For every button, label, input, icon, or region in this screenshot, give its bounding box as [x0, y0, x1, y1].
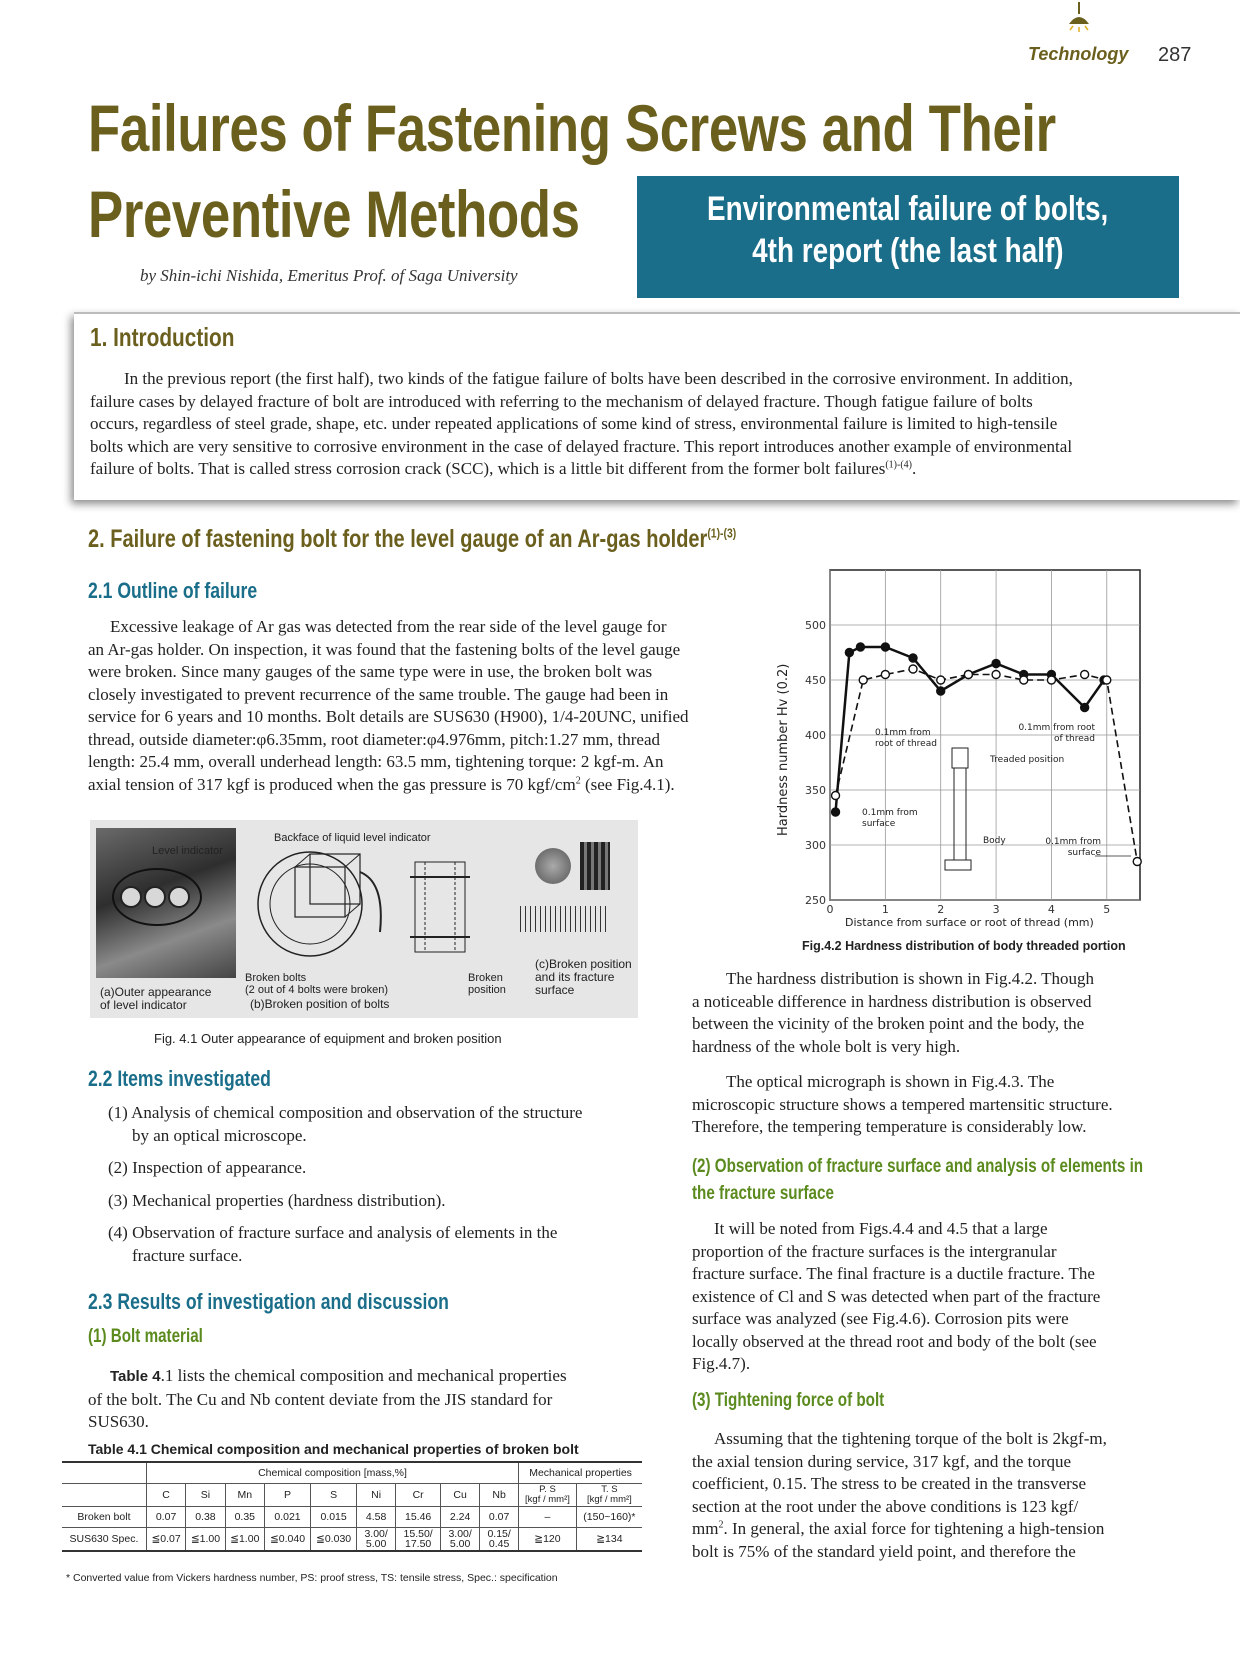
- table-cell: 3.00/ 5.00: [357, 1528, 396, 1552]
- chart-annotation: 0.1mm from: [875, 728, 931, 738]
- data-point: [992, 660, 1000, 668]
- table-cell: 0.07: [480, 1507, 519, 1528]
- table-cell: 15.50/ 17.50: [396, 1528, 441, 1552]
- section-label: Technology: [1028, 44, 1129, 64]
- figure-4-2-chart: [765, 560, 1150, 936]
- data-point: [909, 665, 917, 673]
- bolt-material-heading: (1) Bolt material: [88, 1326, 203, 1347]
- x-tick-label: 0: [826, 903, 834, 916]
- label-broken-bolts: Broken bolts (2 out of 4 bolts were broken): [245, 972, 389, 996]
- y-tick-label: 250: [805, 894, 826, 907]
- list-item: (3) Mechanical properties (hardness distribution).: [108, 1190, 446, 1210]
- table-cell: ≦0.07: [146, 1528, 185, 1552]
- col-header: Nb: [480, 1484, 519, 1507]
- scale-ruler: [520, 906, 610, 932]
- x-tick-label: 1: [881, 903, 889, 916]
- micrograph-paragraph: The optical micrograph is shown in Fig.4.3. The microscopic structure shows a tempered martensitic structure. Therefore, the tempering temperature is considerably low.: [692, 1072, 1113, 1136]
- intro-paragraph: [90, 368, 1175, 481]
- data-point: [1103, 676, 1111, 684]
- section22-heading: 2.2 Items investigated: [88, 1066, 271, 1091]
- list-item: (4) Observation of fracture surface and analysis of elements in the fracture surface.: [108, 1223, 558, 1265]
- chart-annotation: Body: [983, 836, 1006, 846]
- col-header: Cr: [396, 1484, 441, 1507]
- bolt-thread-photo: [580, 842, 610, 890]
- x-tick-label: 5: [1103, 903, 1111, 916]
- page-number: 287: [1158, 44, 1192, 66]
- data-point: [832, 808, 840, 816]
- s21-line: an Ar-gas holder. On inspection, it was found that the fastening bolts of the level gauge: [88, 639, 681, 659]
- col-header: Cu: [441, 1484, 480, 1507]
- x-tick-label: 4: [1047, 903, 1055, 916]
- chart-annotation: Treaded position: [990, 755, 1065, 765]
- x-axis-label: Distance from surface or root of thread (mm): [845, 916, 1094, 929]
- label-a: (a)Outer appearance of level indicator: [100, 985, 212, 1012]
- intro-line: In the previous report (the first half), two kinds of the fatigue failure of bolts have been described in the corrosive environment. In addition,: [124, 369, 1073, 388]
- s21-line: Excessive leakage of Ar gas was detected from the rear side of the level gauge for: [110, 617, 667, 636]
- table-cell: 0.35: [225, 1507, 264, 1528]
- intro-line: bolts which are very sensitive to corrosive environment in the case of delayed fracture. This report introduces another example of environmental: [90, 436, 1073, 456]
- y-tick-label: 300: [805, 839, 826, 852]
- x-tick-label: 2: [937, 903, 945, 916]
- table-cell: 15.46: [396, 1507, 441, 1528]
- figure-4-1: [90, 820, 638, 1018]
- table-cell: 2.24: [441, 1507, 480, 1528]
- table-cell: (150~160)*: [576, 1507, 642, 1528]
- items-list: [108, 1102, 648, 1267]
- subtitle-box: [637, 176, 1179, 298]
- intro-line: occurs, regardless of steel grade, shape, etc. under repeated applications of some kind of stress, environmental failure is limited to high-tensile: [90, 414, 1058, 433]
- data-point: [909, 654, 917, 662]
- bolt-position-drawing: [250, 842, 500, 962]
- data-point: [881, 643, 889, 651]
- table-cell: 0.07: [146, 1507, 185, 1528]
- row-label: SUS630 Spec.: [62, 1528, 146, 1552]
- author-byline: by Shin-ichi Nishida, Emeritus Prof. of Saga University: [140, 266, 518, 285]
- intro-line: failure cases by delayed fracture of bolt are introduced with referring to the mechanism of delayed fracture. Though fatigue failure of bolts: [90, 391, 1033, 411]
- s21-line-last: axial tension of 317 kgf is produced when the gas pressure is 70 kgf/$cm^2$ (see Fig.4.1).: [88, 774, 675, 794]
- chart-annotation: surface: [1067, 848, 1101, 858]
- tightening-paragraph: Assuming that the tightening torque of the bolt is 2kgf-m, the axial tension during service, 317 kgf, and the torque coefficient, 0.15. The stress to be created in the transverse section at the root under the above conditions is 123 kgf/ $mm^2$. In general, the axial force for tightening a high-tension bolt is 75% of the standard yield point, and therefore the: [692, 1429, 1107, 1561]
- col-header: S: [311, 1484, 357, 1507]
- label-c: (c)Broken position and its fracture surface: [535, 957, 632, 997]
- table-cell: 4.58: [357, 1507, 396, 1528]
- chart-annotation: 0.1mm from: [1045, 837, 1101, 847]
- section21-heading: 2.1 Outline of failure: [88, 578, 258, 603]
- table-cell: ≦0.030: [311, 1528, 357, 1552]
- table-cell: 0.021: [264, 1507, 310, 1528]
- x-tick-label: 3: [992, 903, 1000, 916]
- col-header: Si: [186, 1484, 225, 1507]
- article-title-line2: Preventive Methods: [88, 177, 580, 251]
- figure-4-2-caption: Fig.4.2 Hardness distribution of body threaded portion: [802, 939, 1126, 953]
- table-cell: ≦1.00: [225, 1528, 264, 1552]
- list-item: (2) Inspection of appearance.: [108, 1158, 307, 1177]
- chart-annotation: 0.1mm from root: [1018, 723, 1095, 733]
- chart-annotation: surface: [862, 819, 896, 829]
- row-label: Broken bolt: [62, 1507, 146, 1528]
- data-point: [1081, 671, 1089, 679]
- intro-line-last: failure of bolts. That is called stress corrosion crack (SCC), which is a little bit different from the former bolt failures$^{(1)-(4)}$.: [90, 459, 917, 478]
- bolt-material-paragraph: Table 4.1 lists the chemical composition and mechanical properties of the bolt. The Cu and Nb content deviate from the JIS standard for SUS630.: [88, 1366, 567, 1431]
- ts-header: T. S [kgf / mm²]: [576, 1484, 642, 1507]
- col-header: C: [146, 1484, 185, 1507]
- col-header: Mn: [225, 1484, 264, 1507]
- chart-annotation: of thread: [1053, 734, 1095, 744]
- fracture-surface-heading: (2) Observation of fracture surface and analysis of elements in the fracture surface: [692, 1156, 1144, 1204]
- y-tick-label: 500: [805, 619, 826, 632]
- table-cell: 0.015: [311, 1507, 357, 1528]
- s21-line: length: 25.4 mm, overall underhead length: 63.5 mm, tightening torque: 2 kgf-m. An: [88, 752, 664, 771]
- y-tick-label: 450: [805, 674, 826, 687]
- data-point: [1020, 676, 1028, 684]
- data-point: [1133, 858, 1141, 866]
- data-point: [845, 649, 853, 657]
- mech-group-header: Mechanical properties: [519, 1462, 642, 1484]
- tightening-force-heading: (3) Tightening force of bolt: [692, 1390, 885, 1411]
- fracture-paragraph: It will be noted from Figs.4.4 and 4.5 that a large proportion of the fracture surfaces is the intergranular fracture surface. The final fracture is a ductile fracture. The existence of Cl and S was detected when part of the fracture surface was analyzed (see Fig.4.6). Corrosion pits were locally observed at the thread root and body of the bolt (see Fig.4.7).: [692, 1219, 1101, 1373]
- s21-line: thread, outside diameter:φ6.35mm, root diameter:φ4.976mm, pitch:1.27 mm, thread: [88, 729, 660, 749]
- table-cell: –: [519, 1507, 577, 1528]
- data-point: [881, 671, 889, 679]
- chart-annotation: root of thread: [875, 739, 937, 749]
- s21-line: were broken. Since many gauges of the same type were in use, the broken bolt was: [88, 662, 653, 681]
- table-cell: ≧134: [576, 1528, 642, 1552]
- label-backface: Backface of liquid level indicator: [274, 832, 431, 844]
- table-cell: ≦0.040: [264, 1528, 310, 1552]
- y-axis-label: Hardness number Hv (0.2): [776, 663, 791, 836]
- figure-4-1-caption: Fig. 4.1 Outer appearance of equipment and broken position: [154, 1031, 502, 1046]
- highlight-circle: [112, 868, 202, 926]
- data-point: [992, 671, 1000, 679]
- data-point: [1081, 704, 1089, 712]
- table-cell: 0.38: [186, 1507, 225, 1528]
- chem-group-header: Chemical composition [mass,%]: [146, 1462, 518, 1484]
- hardness-paragraph: The hardness distribution is shown in Fig.4.2. Though a noticeable difference in hardness distribution is observed between the vicinity of the broken point and the body, the hardness of the whole bolt is very high.: [692, 969, 1095, 1056]
- section21-paragraph: [88, 616, 748, 796]
- chart-annotation: 0.1mm from: [862, 808, 918, 818]
- label-broken-position: Broken position: [468, 972, 506, 996]
- y-tick-label: 350: [805, 784, 826, 797]
- table-corner: [62, 1484, 146, 1507]
- label-b: (b)Broken position of bolts: [250, 997, 390, 1011]
- table-cell: 0.15/ 0.45: [480, 1528, 519, 1552]
- s21-line: closely investigated to prevent recurrence of the same trouble. The gauge had been in: [88, 684, 669, 704]
- col-header: P: [264, 1484, 310, 1507]
- data-point: [1047, 676, 1055, 684]
- subtitle-line2: 4th report (the last half): [752, 232, 1064, 270]
- list-item: (1) Analysis of chemical composition and observation of the structure by an optical microscope.: [108, 1103, 583, 1145]
- table-cell: 3.00/ 5.00: [441, 1528, 480, 1552]
- col-header: Ni: [357, 1484, 396, 1507]
- table-4-1-caption: Table 4.1 Chemical composition and mechanical properties of broken bolt: [88, 1441, 579, 1457]
- lamp-icon: [1064, 2, 1094, 36]
- table-4-1: [62, 1461, 642, 1552]
- data-point: [937, 676, 945, 684]
- s21-line: service for 6 years and 10 months. Bolt details are SUS630 (H900), 1/4-20UNC, unified: [88, 707, 689, 726]
- table-cell: ≧120: [519, 1528, 577, 1552]
- section2-heading: 2. Failure of fastening bolt for the level gauge of an Ar-gas holder$^{(1)-(3)}$: [88, 525, 737, 553]
- data-point: [964, 671, 972, 679]
- table-corner: [62, 1462, 146, 1484]
- data-point: [937, 687, 945, 695]
- fracture-surface-photo: [535, 848, 571, 884]
- data-point: [856, 643, 864, 651]
- section23-heading: 2.3 Results of investigation and discussion: [88, 1289, 449, 1314]
- data-point: [832, 792, 840, 800]
- table-note: * Converted value from Vickers hardness number, PS: proof stress, TS: tensile stress, Spec.: specification: [66, 1572, 558, 1584]
- ps-header: P. S [kgf / mm²]: [519, 1484, 577, 1507]
- article-title-line1: Failures of Fastening Screws and Their: [88, 91, 1056, 165]
- intro-heading: 1. Introduction: [90, 322, 235, 352]
- table-cell: ≦1.00: [186, 1528, 225, 1552]
- label-level-indicator: Level indicator: [152, 845, 223, 857]
- subtitle-line1: Environmental failure of bolts,: [707, 190, 1109, 228]
- data-point: [859, 676, 867, 684]
- y-tick-label: 400: [805, 729, 826, 742]
